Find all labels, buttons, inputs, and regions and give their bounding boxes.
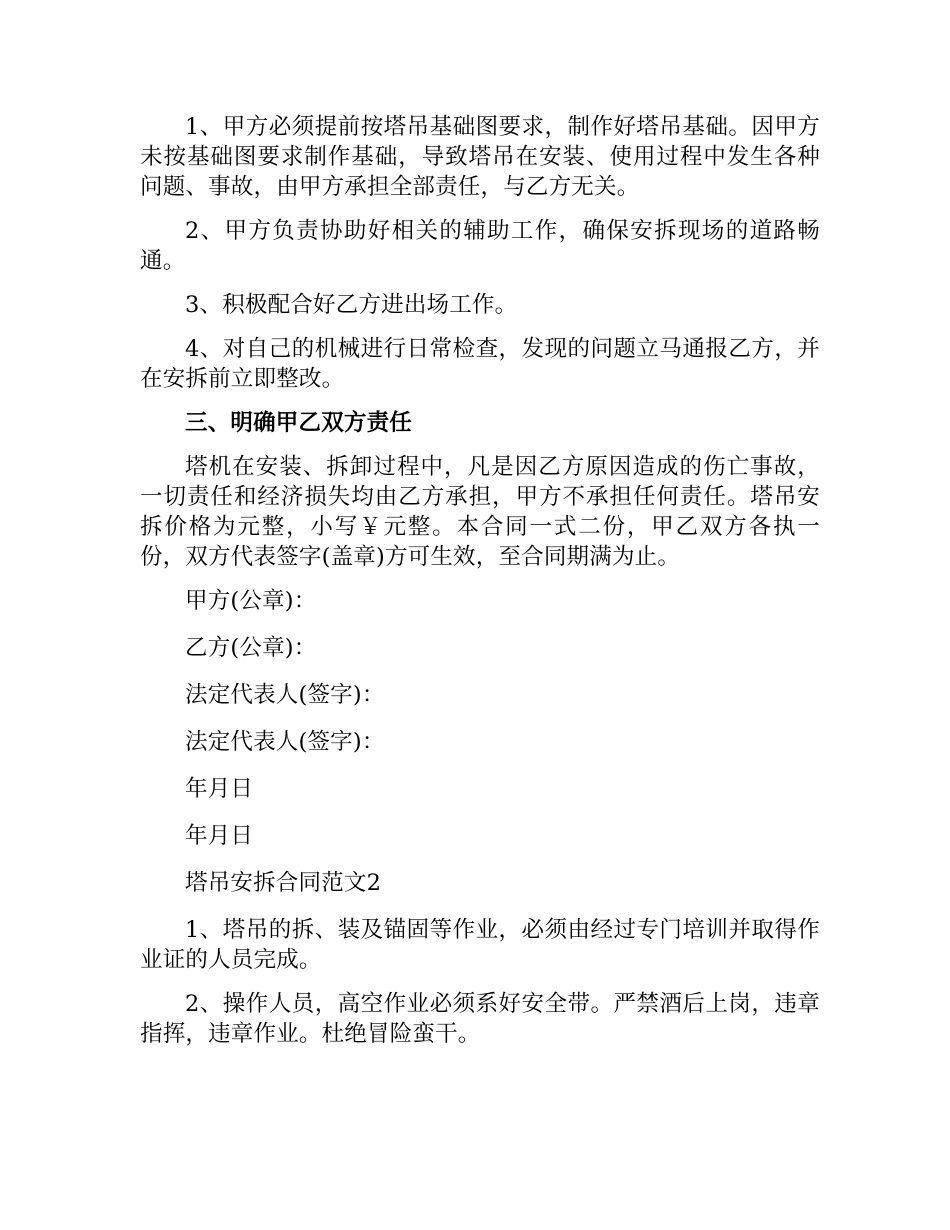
sample-clause-1-paragraph: 1、塔吊的拆、装及锚固等作业，必须由经过专门培训并取得作业证的人员完成。 — [140, 917, 820, 973]
sample-clause-2-paragraph: 2、操作人员，高空作业必须系好安全带。严禁酒后上岗，违章指挥，违章作业。杜绝冒险蛮干。 — [140, 991, 820, 1047]
document-page — [140, 112, 820, 1063]
party-a-seal-line: 甲方(公章)： — [185, 588, 317, 614]
responsibility-paragraph: 塔机在安装、拆卸过程中，凡是因乙方原因造成的伤亡事故，一切责任和经济损失均由乙方承担，甲方不承担任何责任。塔吊安拆价格为元整，小写￥元整。本合同一式二份，甲乙双方各执一份，双方代表签字(盖章)方可生效，至合同期满为止。 — [140, 454, 820, 570]
clause-2-paragraph: 2、甲方负责协助好相关的辅助工作，确保安拆现场的道路畅通。 — [140, 218, 820, 274]
legal-rep-signature-line-a: 法定代表人(签字)： — [185, 682, 385, 708]
section-heading: 三、明确甲乙双方责任 — [185, 410, 413, 436]
party-b-seal-line: 乙方(公章)： — [185, 635, 317, 661]
legal-rep-signature-line-b: 法定代表人(签字)： — [185, 729, 385, 755]
clause-1-paragraph: 1、甲方必须提前按塔吊基础图要求，制作好塔吊基础。因甲方未按基础图要求制作基础，导致塔吊在安装、使用过程中发生各种问题、事故，由甲方承担全部责任，与乙方无关。 — [140, 114, 820, 200]
date-line-b: 年月日 — [185, 823, 254, 849]
clause-4-paragraph: 4、对自己的机械进行日常检查，发现的问题立马通报乙方，并在安拆前立即整改。 — [140, 336, 820, 392]
clause-3-paragraph: 3、积极配合好乙方进出场工作。 — [185, 292, 518, 318]
date-line-a: 年月日 — [185, 776, 254, 802]
sample-contract-title: 塔吊安拆合同范文2 — [185, 870, 382, 896]
